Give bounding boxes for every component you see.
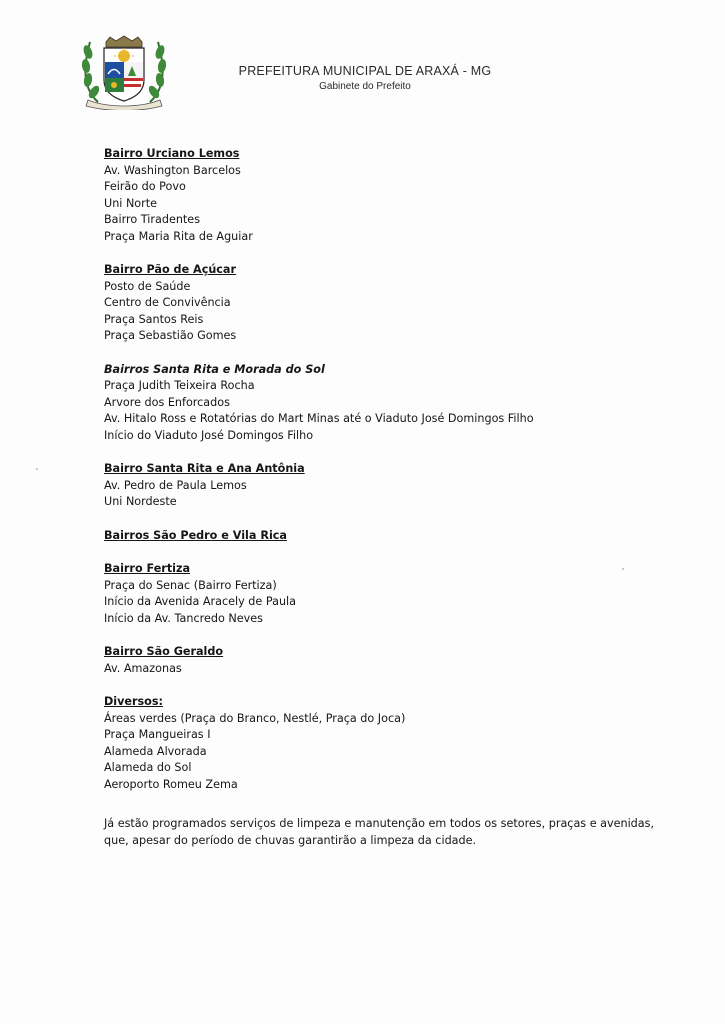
section-heading: Bairro Fertiza (104, 562, 191, 575)
list-item: Início da Avenida Aracely de Paula (104, 595, 297, 608)
list-item: Uni Norte (104, 196, 158, 210)
section-heading: Bairro Santa Rita e Ana Antônia (104, 462, 305, 475)
list-item: Praça Mangueiras I (104, 728, 211, 741)
list-item: Feirão do Povo (104, 180, 186, 193)
list-item: Áreas verdes (Praça do Branco, Nestlé, Praça do Joca) (104, 711, 406, 725)
list-item: Av. Hitalo Ross e Rotatórias do Mart Minas até o Viaduto José Domingos Filho (104, 412, 534, 425)
section-heading: Bairros São Pedro e Vila Rica (104, 528, 287, 542)
section-diversos (104, 694, 644, 793)
letterhead (200, 64, 530, 93)
scan-speck (36, 468, 38, 470)
list-item: Av. Washington Barcelos (104, 163, 241, 177)
section-sao-geraldo (104, 644, 644, 677)
list-item: Arvore dos Enforcados (104, 395, 230, 409)
list-item: Praça Judith Teixeira Rocha (104, 379, 255, 392)
list-item: Início do Viaduto José Domingos Filho (104, 428, 314, 442)
letterhead-subtitle: Gabinete do Prefeito (319, 81, 411, 92)
section-santa-rita-morada-do-sol (104, 362, 644, 445)
closing-line: Já estão programados serviços de limpeza e manutenção em todos os setores, praças e avenidas, (104, 817, 655, 830)
section-sao-pedro-vila-rica (104, 528, 644, 545)
neighborhood-list (104, 146, 644, 810)
list-item: Alameda Alvorada (104, 744, 207, 758)
list-item: Alameda do Sol (104, 761, 192, 774)
list-item: Aeroporto Romeu Zema (104, 777, 238, 791)
list-item: Praça Santos Reis (104, 312, 204, 326)
section-heading: Bairro Pão de Açúcar (104, 263, 236, 276)
closing-paragraph (104, 815, 664, 849)
list-item: Av. Pedro de Paula Lemos (104, 478, 247, 492)
section-heading: Bairros Santa Rita e Morada do Sol (104, 362, 325, 376)
letterhead-title: PREFEITURA MUNICIPAL DE ARAXÁ - MG (238, 64, 492, 78)
section-heading: Bairro São Geraldo (104, 645, 224, 658)
section-heading: Bairro Urciano Lemos (104, 147, 240, 160)
list-item: Av. Amazonas (104, 661, 182, 675)
list-item: Início da Av. Tancredo Neves (104, 611, 263, 625)
section-fertiza (104, 561, 644, 627)
list-item: Praça Maria Rita de Aguiar (104, 229, 253, 243)
municipal-coat-of-arms-icon (78, 34, 170, 110)
closing-line: que, apesar do período de chuvas garantirão a limpeza da cidade. (104, 834, 477, 847)
list-item: Praça do Senac (Bairro Fertiza) (104, 578, 277, 592)
section-heading: Diversos: (104, 695, 163, 708)
list-item: Praça Sebastião Gomes (104, 329, 237, 342)
list-item: Bairro Tiradentes (104, 213, 201, 226)
section-santa-rita-ana-antonia (104, 461, 644, 511)
list-item: Posto de Saúde (104, 279, 191, 293)
section-urciano-lemos (104, 146, 644, 245)
list-item: Centro de Convivência (104, 296, 231, 309)
scan-speck (622, 568, 624, 570)
section-pao-de-acucar (104, 262, 644, 345)
list-item: Uni Nordeste (104, 495, 177, 508)
